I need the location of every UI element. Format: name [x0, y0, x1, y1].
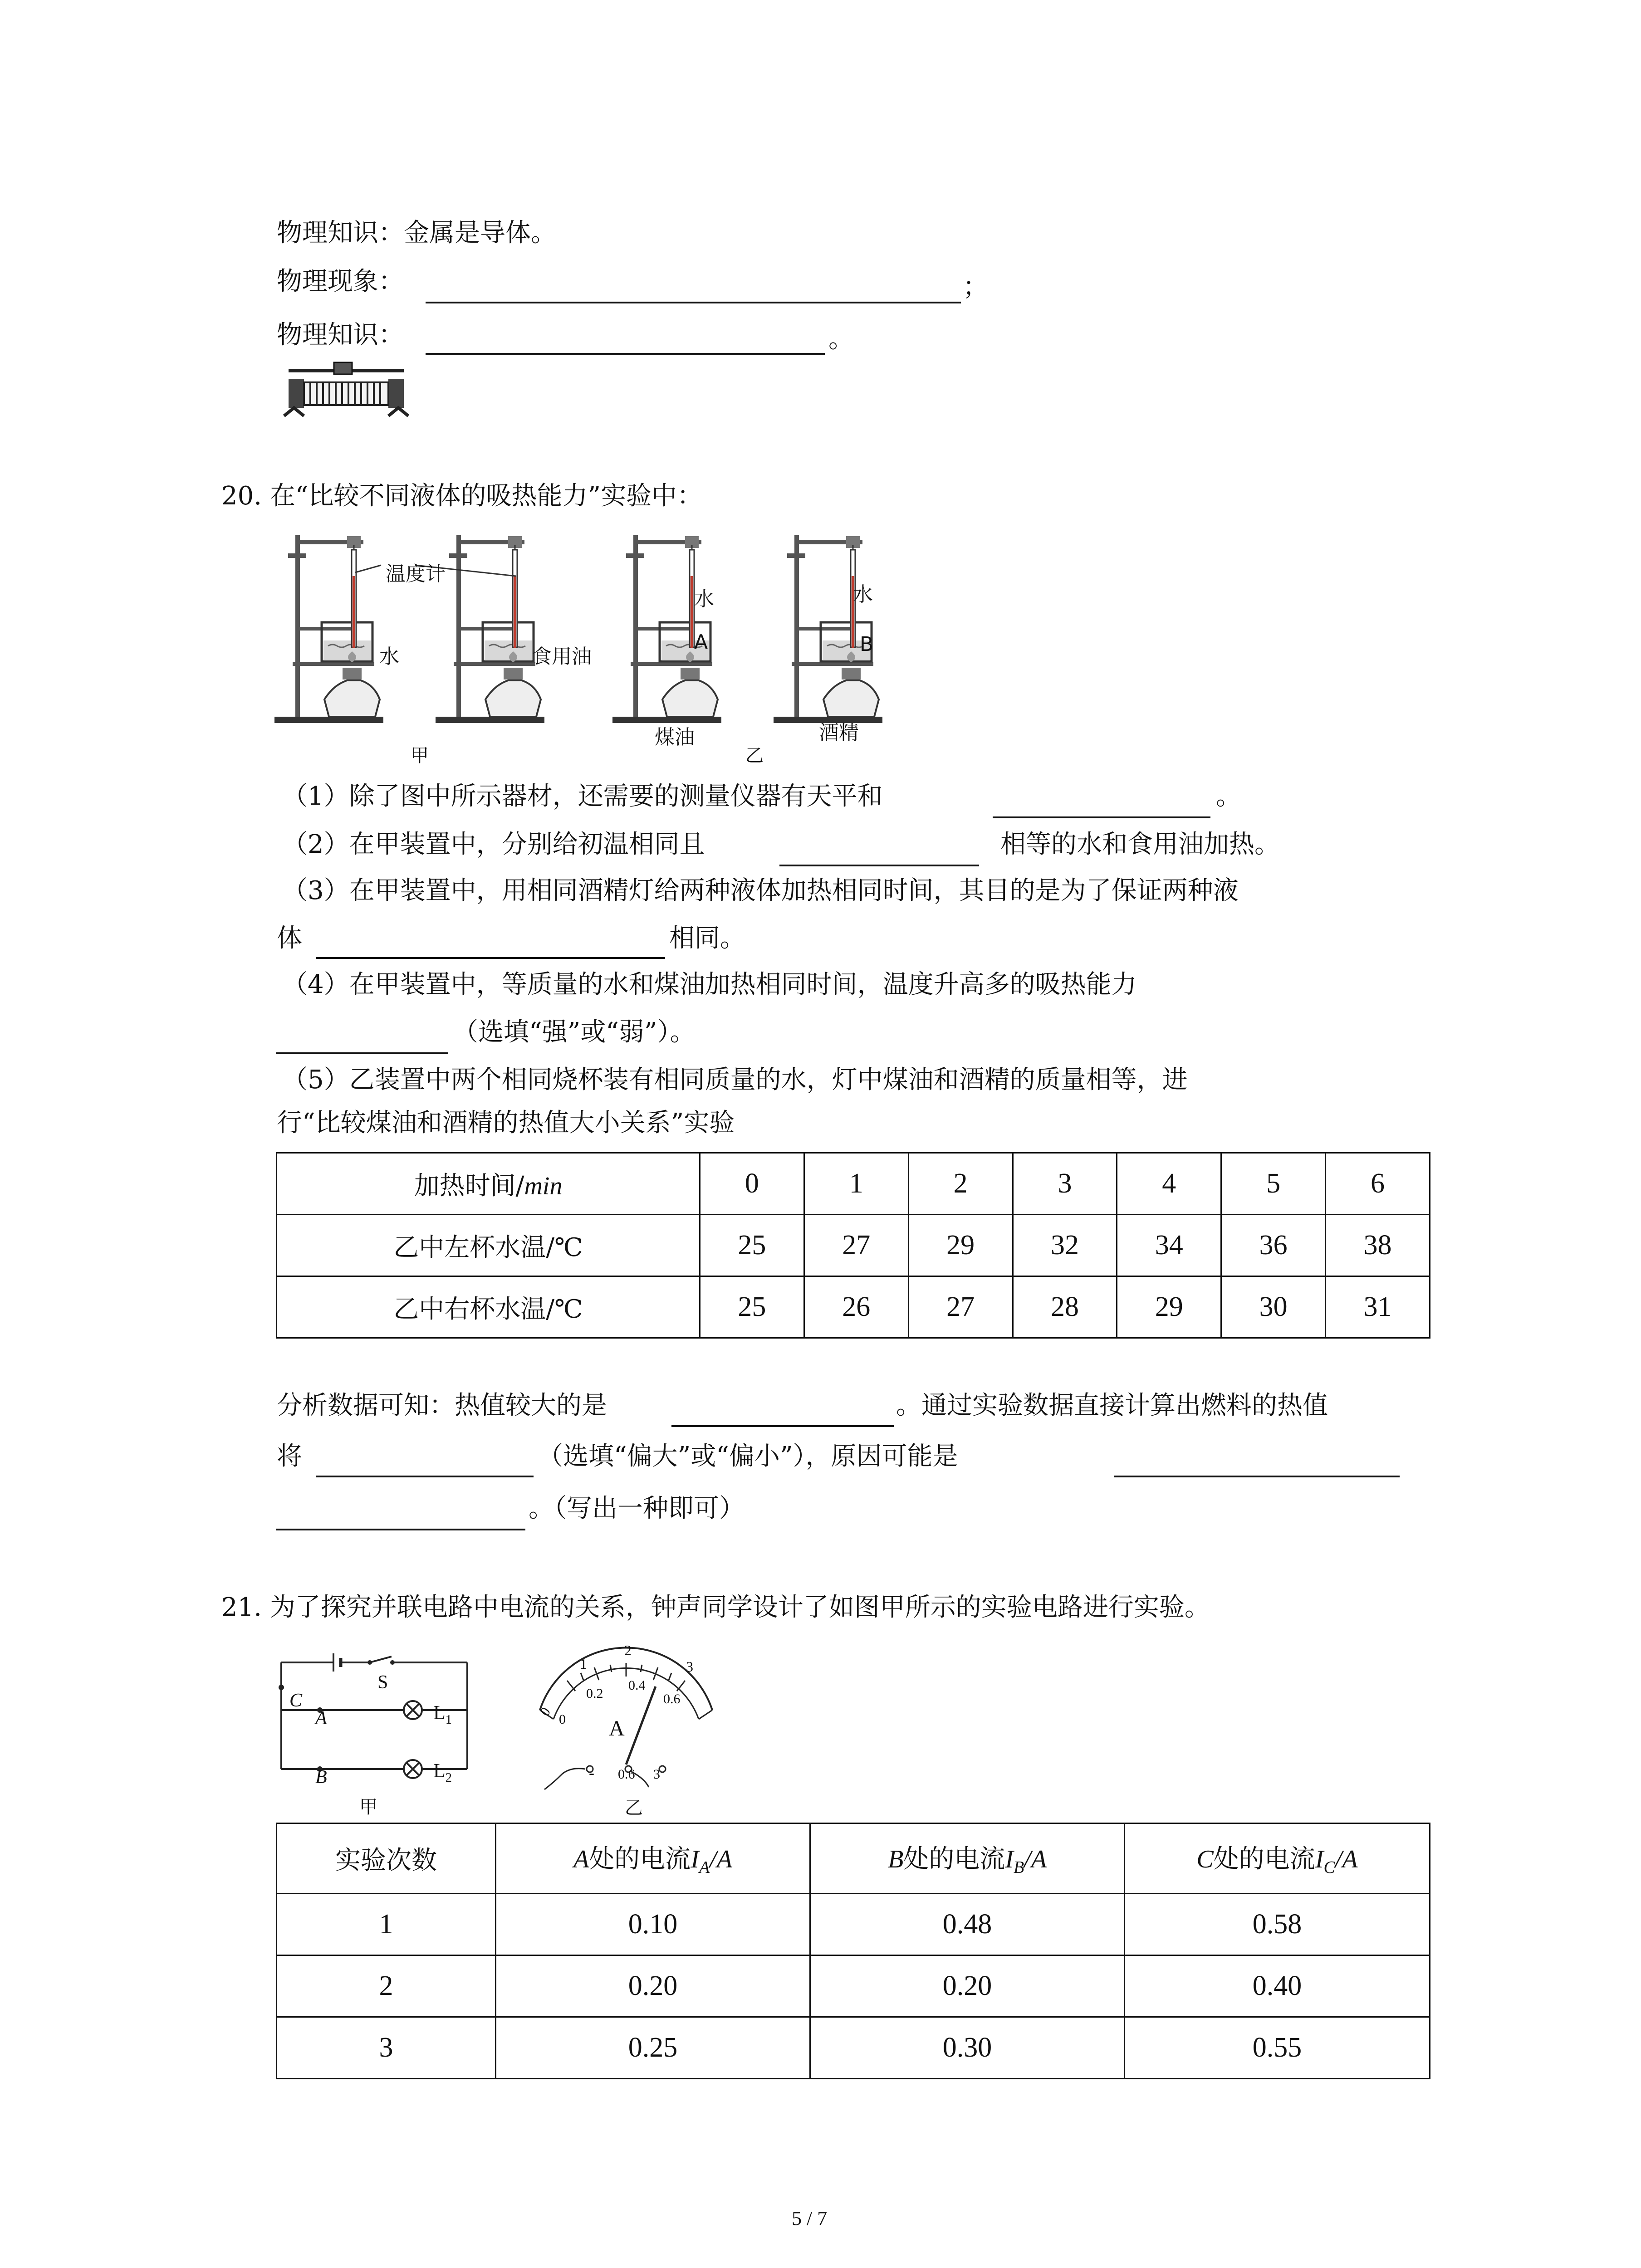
table-cell: 29 [1117, 1276, 1221, 1338]
q19-phenomenon-end: ； [963, 272, 988, 302]
q21-label-b: B [315, 1767, 327, 1788]
q21-scale-zero: 0 [537, 1705, 554, 1719]
q21-header-current-a: A处的电流$I_A/A$ [496, 1823, 810, 1894]
q20-p2-blank[interactable] [779, 865, 979, 866]
q20-analysis-blank-3[interactable] [1114, 1476, 1400, 1477]
q21-meter-a-label: A [609, 1716, 625, 1740]
table-cell: 34 [1117, 1215, 1221, 1276]
q21-header-current-b: B处的电流$I_B/A$ [810, 1823, 1125, 1894]
table-cell: 30 [1221, 1276, 1326, 1338]
q20-time-5: 5 [1221, 1153, 1326, 1215]
q21-title: 21. 为了探究并联电路中电流的关系，钟声同学设计了如图甲所示的实验电路进行实验。 [221, 1593, 1210, 1622]
q20-label-a: A [694, 631, 708, 654]
q20-p1-blank[interactable] [993, 816, 1210, 818]
page-number: 5 / 7 [792, 2207, 828, 2229]
table-cell: 0.58 [1125, 1894, 1430, 1955]
q20-analysis-text-3: 将 [277, 1442, 302, 1471]
q20-time-2: 2 [908, 1153, 1013, 1215]
q20-title: 20. 在“比较不同液体的吸热能力”实验中： [221, 481, 703, 511]
q21-terminal-minus: - [589, 1764, 594, 1782]
q20-time-3: 3 [1013, 1153, 1117, 1215]
q20-p2-text: （2）在甲装置中，分别给初温相同且 [282, 830, 705, 859]
table-row [277, 1955, 1430, 2017]
q20-label-thermometer: 温度计 [386, 562, 446, 586]
q21-scale-top-2: 2 [624, 1642, 632, 1658]
q20-p3-blank[interactable] [316, 957, 665, 959]
q21-label-l2: $L_2$ [433, 1760, 452, 1785]
table-cell: 2 [277, 1955, 496, 2017]
q21-scale-top-3: 3 [686, 1658, 693, 1675]
q20-time-0: 0 [700, 1153, 804, 1215]
q20-data-table [276, 1152, 1430, 1339]
q20-p5-text: （5）乙装置中两个相同烧杯装有相同质量的水，灯中煤油和酒精的质量相等，进 [282, 1065, 1188, 1095]
q21-terminal-3: 3 [653, 1767, 660, 1782]
q19-knowledge-end: 。 [828, 324, 854, 354]
q20-label-water-c: 水 [853, 583, 873, 606]
q19-phenomenon-label: 物理现象： [277, 267, 404, 296]
table-cell: 3 [277, 2017, 496, 2079]
q20-label-b: B [860, 633, 874, 656]
table-cell: 0.55 [1125, 2017, 1430, 2079]
table-cell: 26 [804, 1276, 908, 1338]
q19-knowledge-blank[interactable] [426, 353, 825, 355]
q21-label-jia: 甲 [359, 1797, 377, 1818]
q21-label-yi: 乙 [625, 1798, 643, 1818]
q20-time-4: 4 [1117, 1153, 1221, 1215]
table-cell: 32 [1013, 1215, 1117, 1276]
table-cell: 0.48 [810, 1894, 1125, 1955]
q20-p3-text: （3）在甲装置中，用相同酒精灯给两种液体加热相同时间，其目的是为了保证两种液 [282, 876, 1239, 905]
q19-knowledge-label: 物理知识： [277, 320, 404, 350]
q20-analysis-blank-4[interactable] [276, 1529, 525, 1530]
table-row [277, 1894, 1430, 1955]
table-cell: 0.20 [810, 1955, 1125, 2017]
q20-p2-end: 相等的水和食用油加热。 [1000, 830, 1280, 859]
q21-label-s: S [377, 1672, 388, 1693]
q21-scale-bottom-0: 0 [559, 1712, 566, 1727]
q20-analysis-blank-1[interactable] [671, 1425, 894, 1427]
q21-scale-bottom-06: 0.6 [663, 1691, 681, 1706]
table-cell: 27 [908, 1276, 1013, 1338]
q21-header-trial: 实验次数 [277, 1823, 496, 1894]
table-row [277, 1276, 1430, 1338]
q20-p3-continue: 体 [277, 924, 302, 953]
q20-table-header-row [277, 1153, 1430, 1215]
q21-data-table [276, 1823, 1430, 2079]
table-row [277, 2017, 1430, 2079]
q20-p1-end: 。 [1216, 782, 1241, 811]
q20-p1-text: （1）除了图中所示器材，还需要的测量仪器有天平和 [282, 782, 883, 811]
table-cell: 27 [804, 1215, 908, 1276]
q21-table-header-row [277, 1823, 1430, 1894]
q21-scale-bottom-04: 0.4 [628, 1678, 646, 1693]
q21-scale-bottom-02: 0.2 [586, 1686, 603, 1701]
q21-label-c: C [289, 1690, 303, 1711]
q20-label-water-b: 水 [694, 587, 714, 611]
q21-label-a: A [315, 1708, 327, 1729]
q20-analysis-text-1: 分析数据可知：热值较大的是 [277, 1391, 607, 1420]
q20-analysis-blank-2[interactable] [316, 1476, 534, 1477]
table-cell: 28 [1013, 1276, 1117, 1338]
table-cell: 0.10 [496, 1894, 810, 1955]
q20-time-1: 1 [804, 1153, 908, 1215]
table-cell: 25 [700, 1215, 804, 1276]
table-cell: 25 [700, 1276, 804, 1338]
q20-label-jia: 甲 [411, 745, 429, 766]
table-cell: 0.25 [496, 2017, 810, 2079]
q19-knowledge-line: 物理知识：金属是导体。 [277, 218, 556, 248]
table-cell: 0.30 [810, 2017, 1125, 2079]
table-row [277, 1215, 1430, 1276]
table-cell: 1 [277, 1894, 496, 1955]
q19-phenomenon-blank[interactable] [426, 302, 961, 303]
table-cell: 38 [1326, 1215, 1430, 1276]
q20-p4-end: （选填“强”或“弱”）。 [453, 1017, 696, 1047]
q21-header-current-c: C处的电流$I_C/A$ [1125, 1823, 1430, 1894]
q21-scale-top-1: 1 [580, 1656, 587, 1672]
q20-row-left-label: 乙中左杯水温/℃ [277, 1215, 700, 1276]
q20-p3-end: 相同。 [669, 924, 745, 953]
table-cell: 36 [1221, 1215, 1326, 1276]
q20-time-6: 6 [1326, 1153, 1430, 1215]
q20-row-right-label: 乙中右杯水温/℃ [277, 1276, 700, 1338]
table-cell: 0.20 [496, 1955, 810, 2017]
q20-p4-blank[interactable] [276, 1052, 448, 1054]
q21-terminal-06: 0.6 [618, 1767, 635, 1782]
q20-p5-continue: 行“比较煤油和酒精的热值大小关系”实验 [277, 1108, 735, 1138]
q20-p4-text: （4）在甲装置中，等质量的水和煤油加热相同时间，温度升高多的吸热能力 [282, 970, 1137, 999]
q20-analysis-text-2: 。通过实验数据直接计算出燃料的热值 [896, 1391, 1328, 1420]
table-cell: 0.40 [1125, 1955, 1430, 2017]
q20-header-time: 加热时间/min [277, 1153, 700, 1215]
rheostat-image [280, 361, 412, 420]
q20-label-yi: 乙 [745, 745, 764, 766]
q21-label-l1: $L_1$ [433, 1701, 452, 1727]
q20-label-oil: 食用油 [532, 645, 592, 668]
q20-label-kerosene: 煤油 [655, 726, 695, 749]
q20-label-water: 水 [379, 645, 399, 668]
q20-label-alcohol: 酒精 [819, 721, 859, 744]
q20-analysis-text-5: 。（写出一种即可） [529, 1494, 745, 1523]
table-cell: 31 [1326, 1276, 1430, 1338]
q20-analysis-text-4: （选填“偏大”或“偏小”），原因可能是 [538, 1442, 958, 1471]
table-cell: 29 [908, 1215, 1013, 1276]
